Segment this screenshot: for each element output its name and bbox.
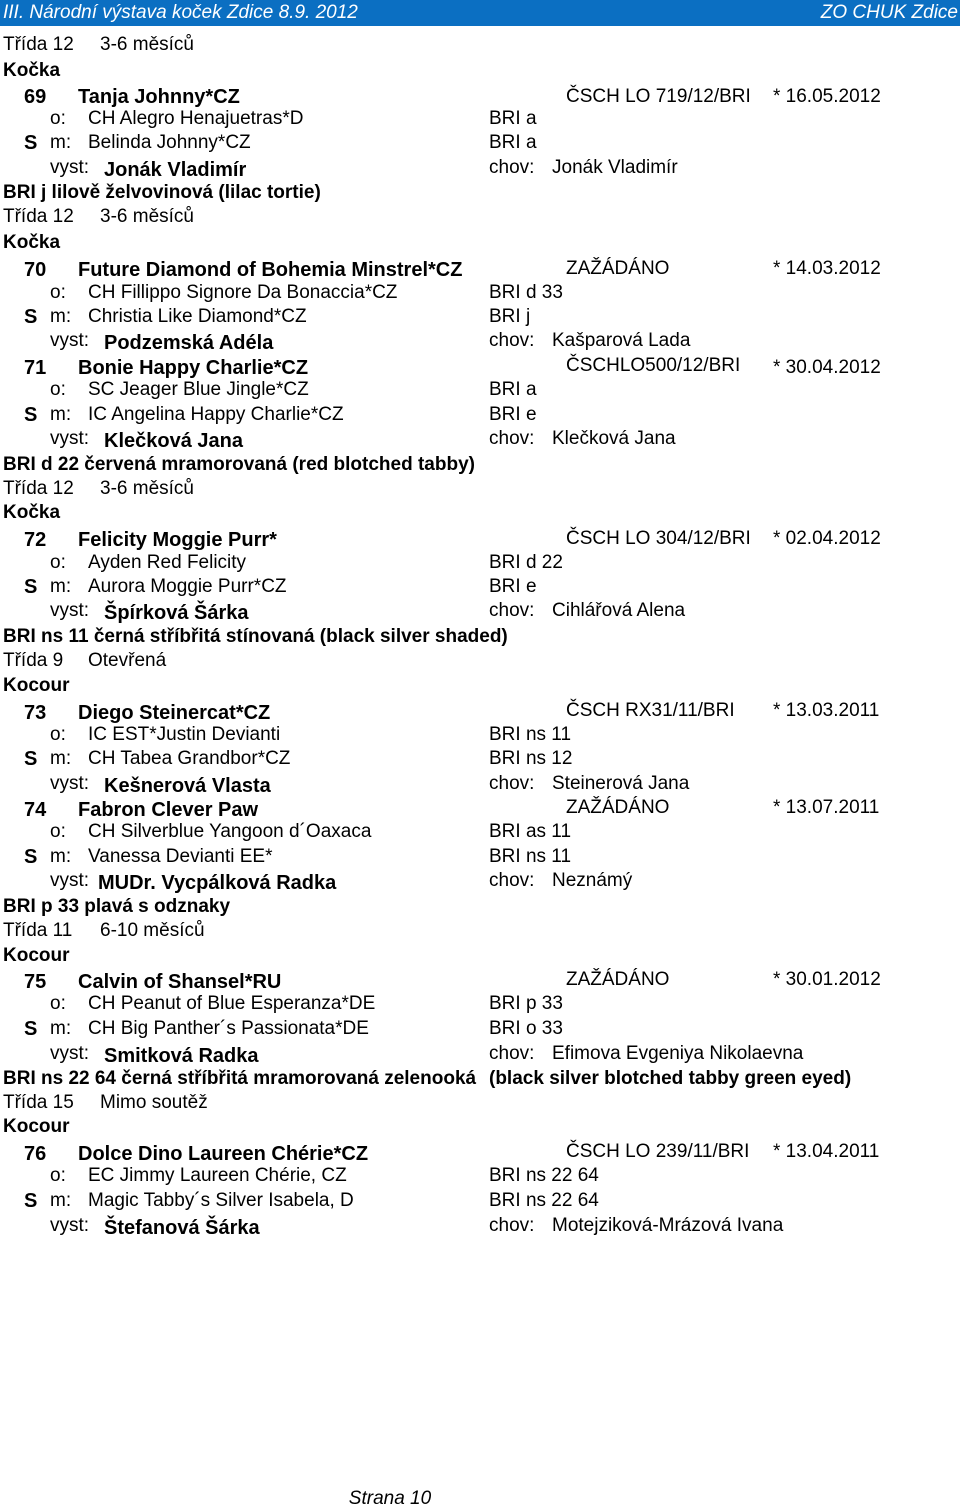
g2-t2: 3-6 měsíců: [100, 478, 194, 499]
vyst-label: vyst:: [50, 600, 90, 621]
l1b: 3-6 měsíců: [100, 34, 194, 55]
c69-num: 69: [24, 86, 47, 108]
c72-chov: Cihlářová Alena: [552, 600, 686, 621]
c70-o-code: BRI d 33: [489, 282, 563, 303]
c72-o-code: BRI d 22: [489, 552, 563, 573]
c75-chov: Efimova Evgeniya Nikolaevna: [552, 1043, 804, 1064]
c74-reg: ZAŽÁDÁNO: [566, 797, 670, 818]
c74-chov: Neznámý: [552, 870, 633, 891]
chov-label: chov:: [489, 157, 535, 178]
c69-chov: Jonák Vladimír: [552, 157, 678, 178]
c72-dob: * 02.04.2012: [773, 528, 881, 549]
g3-k: Kocour: [3, 675, 70, 696]
m-label: m:: [50, 404, 72, 425]
m-label: m:: [50, 748, 72, 769]
c75-m: CH Big Panther´s Passionata*DE: [88, 1018, 369, 1039]
vyst-label: vyst:: [50, 330, 90, 351]
c73-num: 73: [24, 702, 47, 724]
g3: BRI ns 11 černá stříbřitá stínovaná (black silver shaded): [3, 626, 508, 647]
sex-marker: S: [24, 576, 38, 598]
vyst-label: vyst:: [50, 773, 90, 794]
chov-label: chov:: [489, 600, 535, 621]
c75-vyst: Smitková Radka: [104, 1045, 259, 1067]
c74-o-code: BRI as 11: [489, 821, 572, 842]
g5-t2: Mimo soutěž: [100, 1092, 208, 1113]
c72-reg: ČSCH LO 304/12/BRI: [566, 528, 751, 549]
c75-name: Calvin of Shansel*RU: [78, 971, 282, 993]
c72-m-code: BRI e: [489, 576, 537, 597]
o-label: o:: [50, 552, 66, 573]
vyst-label: vyst:: [50, 1043, 90, 1064]
c69-vyst: Jonák Vladimír: [104, 159, 247, 181]
g2-k: Kočka: [3, 502, 61, 523]
c69-m: Belinda Johnny*CZ: [88, 132, 251, 153]
o-label: o:: [50, 379, 66, 400]
c76-o: EC Jimmy Laureen Chérie, CZ: [88, 1165, 347, 1186]
c73-name: Diego Steinercat*CZ: [78, 702, 271, 724]
g1-t2: 3-6 měsíců: [100, 206, 194, 227]
m-label: m:: [50, 132, 72, 153]
chov-label: chov:: [489, 330, 535, 351]
c70-chov: Kašparová Lada: [552, 330, 691, 351]
o-label: o:: [50, 282, 66, 303]
c71-name: Bonie Happy Charlie*CZ: [78, 357, 309, 379]
g1-k: Kočka: [3, 232, 61, 253]
c74-m-code: BRI ns 11: [489, 846, 572, 867]
l1: Třída 12: [3, 34, 74, 55]
o-label: o:: [50, 108, 66, 129]
c73-m-code: BRI ns 12: [489, 748, 573, 769]
c76-chov: Motejziková-Mrázová Ivana: [552, 1215, 784, 1236]
c70-m-code: BRI j: [489, 306, 531, 327]
vyst-label: vyst:: [50, 1215, 90, 1236]
g5: BRI ns 22 64 černá stříbřitá mramorovaná zelenooká: [3, 1068, 477, 1089]
c69-o-code: BRI a: [489, 108, 537, 129]
vyst-label: vyst:: [50, 428, 90, 449]
sex-marker: S: [24, 306, 38, 328]
chov-label: chov:: [489, 870, 535, 891]
sex-marker: S: [24, 132, 38, 154]
c70-reg: ZAŽÁDÁNO: [566, 258, 670, 279]
c70-dob: * 14.03.2012: [773, 258, 881, 279]
sex-marker: S: [24, 404, 38, 426]
c73-dob: * 13.03.2011: [773, 700, 880, 721]
sex-marker: S: [24, 1018, 38, 1040]
c69-dob: * 16.05.2012: [773, 86, 881, 107]
c76-o-code: BRI ns 22 64: [489, 1165, 599, 1186]
c70-o: CH Fillippo Signore Da Bonaccia*CZ: [88, 282, 398, 303]
chov-label: chov:: [489, 773, 535, 794]
m-label: m:: [50, 1018, 72, 1039]
c75-num: 75: [24, 971, 47, 993]
o-label: o:: [50, 821, 66, 842]
c76-vyst: Štefanová Šárka: [104, 1217, 260, 1239]
c76-dob: * 13.04.2011: [773, 1141, 880, 1162]
c69-reg: ČSCH LO 719/12/BRI: [566, 86, 751, 107]
page-header: [0, 0, 960, 26]
g4-k: Kocour: [3, 945, 70, 966]
c70-m: Christia Like Diamond*CZ: [88, 306, 307, 327]
g1: BRI j lilově želvovinová (lilac tortie): [3, 182, 321, 203]
c69-m-code: BRI a: [489, 132, 537, 153]
c73-chov: Steinerová Jana: [552, 773, 690, 794]
g2: BRI d 22 červená mramorovaná (red blotched tabby): [3, 454, 475, 475]
g4-t: Třída 11: [3, 920, 73, 941]
c74-name: Fabron Clever Paw: [78, 799, 259, 821]
c75-o-code: BRI p 33: [489, 993, 563, 1014]
c71-o: SC Jeager Blue Jingle*CZ: [88, 379, 309, 400]
m-label: m:: [50, 306, 72, 327]
c71-vyst: Klečková Jana: [104, 430, 243, 452]
c76-num: 76: [24, 1143, 47, 1165]
c73-vyst: Kešnerová Vlasta: [104, 775, 271, 797]
header-title: III. Národní výstava koček Zdice 8.9. 2012: [3, 2, 358, 23]
c72-num: 72: [24, 529, 47, 551]
g5-t: Třída 15: [3, 1092, 74, 1113]
c76-m: Magic Tabby´s Silver Isabela, D: [88, 1190, 354, 1211]
c69-name: Tanja Johnny*CZ: [78, 86, 240, 108]
m-label: m:: [50, 846, 72, 867]
c75-dob: * 30.01.2012: [773, 969, 881, 990]
c74-m: Vanessa Devianti EE*: [88, 846, 273, 867]
c72-o: Ayden Red Felicity: [88, 552, 247, 573]
chov-label: chov:: [489, 428, 535, 449]
c73-o: IC EST*Justin Devianti: [88, 724, 281, 745]
c70-vyst: Podzemská Adéla: [104, 332, 274, 354]
o-label: o:: [50, 993, 66, 1014]
o-label: o:: [50, 1165, 66, 1186]
vyst-label: vyst:: [50, 870, 90, 891]
g5-k: Kocour: [3, 1116, 70, 1137]
c71-num: 71: [24, 357, 47, 379]
c76-m-code: BRI ns 22 64: [489, 1190, 599, 1211]
c71-reg: ČSCHLO500/12/BRI: [566, 355, 741, 376]
g4-t2: 6-10 měsíců: [100, 920, 205, 941]
c71-o-code: BRI a: [489, 379, 537, 400]
c70-num: 70: [24, 259, 47, 281]
c75-m-code: BRI o 33: [489, 1018, 563, 1039]
c73-o-code: BRI ns 11: [489, 724, 572, 745]
sex-marker: S: [24, 1190, 38, 1212]
sex-marker: S: [24, 846, 38, 868]
c70-name: Future Diamond of Bohemia Minstrel*CZ: [78, 259, 463, 281]
c75-reg: ZAŽÁDÁNO: [566, 969, 670, 990]
header-org: ZO CHUK Zdice: [820, 2, 958, 23]
sex-marker: S: [24, 748, 38, 770]
g5b: (black silver blotched tabby green eyed): [489, 1068, 852, 1089]
page-number: Strana 10: [348, 1488, 432, 1509]
l2: Kočka: [3, 60, 61, 81]
c74-num: 74: [24, 799, 47, 821]
c76-reg: ČSCH LO 239/11/BRI: [566, 1141, 750, 1162]
c75-o: CH Peanut of Blue Esperanza*DE: [88, 993, 376, 1014]
c74-dob: * 13.07.2011: [773, 797, 880, 818]
m-label: m:: [50, 1190, 72, 1211]
m-label: m:: [50, 576, 72, 597]
c73-m: CH Tabea Grandbor*CZ: [88, 748, 291, 769]
c72-m: Aurora Moggie Purr*CZ: [88, 576, 287, 597]
chov-label: chov:: [489, 1215, 535, 1236]
g1-t: Třída 12: [3, 206, 74, 227]
c74-vyst: MUDr. Vycpálková Radka: [98, 872, 337, 894]
o-label: o:: [50, 724, 66, 745]
g3-t2: Otevřená: [88, 650, 167, 671]
c71-dob: * 30.04.2012: [773, 357, 881, 378]
g3-t: Třída 9: [3, 650, 64, 671]
c73-reg: ČSCH RX31/11/BRI: [566, 700, 735, 721]
c76-name: Dolce Dino Laureen Chérie*CZ: [78, 1143, 369, 1165]
c69-o: CH Alegro Henajuetras*D: [88, 108, 304, 129]
c71-m-code: BRI e: [489, 404, 537, 425]
c71-m: IC Angelina Happy Charlie*CZ: [88, 404, 344, 425]
c71-chov: Klečková Jana: [552, 428, 676, 449]
chov-label: chov:: [489, 1043, 535, 1064]
c72-name: Felicity Moggie Purr*: [78, 529, 277, 551]
vyst-label: vyst:: [50, 157, 90, 178]
c72-vyst: Špírková Šárka: [104, 602, 249, 624]
g2-t: Třída 12: [3, 478, 74, 499]
g4: BRI p 33 plavá s odznaky: [3, 896, 231, 917]
c74-o: CH Silverblue Yangoon d´Oaxaca: [88, 821, 372, 842]
